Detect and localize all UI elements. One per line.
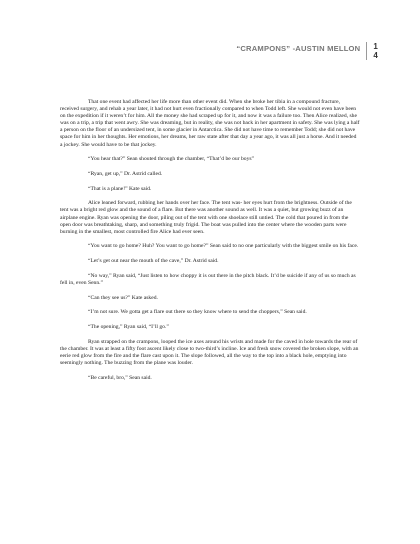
page-number-digit: 4: [373, 51, 378, 60]
paragraph: “Be careful, bro,” Sean said.: [88, 374, 152, 381]
paragraph: Ryan strapped on the crampons, looped the ice axes around his wrists and made for the caved in hole towards the rear of the chamber. It was at least a fifty foot ascent likely close to two-third’s incline. Ice and fresh snow covered the broken slope, with an eerie red glow from the fire and the flare cast upon it. The slope followed, all the way to the top into a black hole, emptying into seemingly nothing. The buzzing from the plane was louder.: [60, 338, 359, 366]
paragraph: “I’m not sure. We gotta get a flare out there so they know where to send the choppers,” Sean said.: [88, 309, 307, 316]
paragraph: That one event had affected her life more than other event did. When she broke her tibia in a compound fracture, received surgery, and rehab a year later, it had not hurt even fractionally compared to when Todd left. She would not even have been on the expedition if it weren’t for him. All the money she had scraped up for it, and now it was a failure too. Then Alice realized, she was on a trip, a trip that went awry. She was dreaming, but in reality, she was not back in her apartment in safety. She was lying a half a person on the floor of an undersized tent, in some glacier in Antarctica. She did not have time to remember Todd; she did not have space for him in her thoughts. Her emotions, her dreams, her raw state after that day a year ago, it was all just a horse. And it needed a jockey. She would have to be that jockey.: [60, 99, 360, 148]
paragraph: “No way,” Ryan said, “Just listen to how choppy it is out there in the pitch black. It’d be suicide if any of us so much as fell in, even Senn.”: [60, 272, 356, 286]
page-number: [366, 42, 378, 60]
paragraph: “The opening,” Ryan said, “I’ll go.”: [88, 323, 169, 330]
paragraph: Alice leaned forward, rubbing her hands over her face. The tent was- her eyes hurt from the brightness. Outside of the tent was a bright red glow and the sound of a flare. But there was another sound as well. It was a quiet, but growing buzz of an airplane engine. Ryan was opening the door, piling out of the tent with one shoelace still untied. The cold that poured in from the open door was breathtaking, sharp, and something truly frigid. The boat was pulled into the center where the wooden parts were burning in the smallest, most controlled fire Alice had ever seen.: [60, 200, 352, 235]
running-header: [236, 42, 378, 60]
paragraph: “That is a plane!” Kate said.: [88, 185, 152, 192]
paragraph: “Ryan, get up,” Dr. Astrid called.: [88, 170, 163, 177]
paragraph: “You want to go home? Huh? You want to go home?” Sean said to no one particularly with the biggest smile on his face.: [88, 243, 359, 250]
running-title: “CRAMPONS” -AUSTIN MELLON: [236, 44, 361, 53]
page-number-digit: 1: [373, 42, 378, 51]
paragraph: “Can they see us?” Kate asked.: [88, 294, 158, 301]
body-text: [60, 99, 360, 389]
paragraph: “Let’s get out near the mouth of the cave,” Dr. Astrid said.: [88, 258, 219, 265]
paragraph: “You hear that?” Sean shouted through the chamber, “That’d be our boys”: [88, 156, 255, 163]
